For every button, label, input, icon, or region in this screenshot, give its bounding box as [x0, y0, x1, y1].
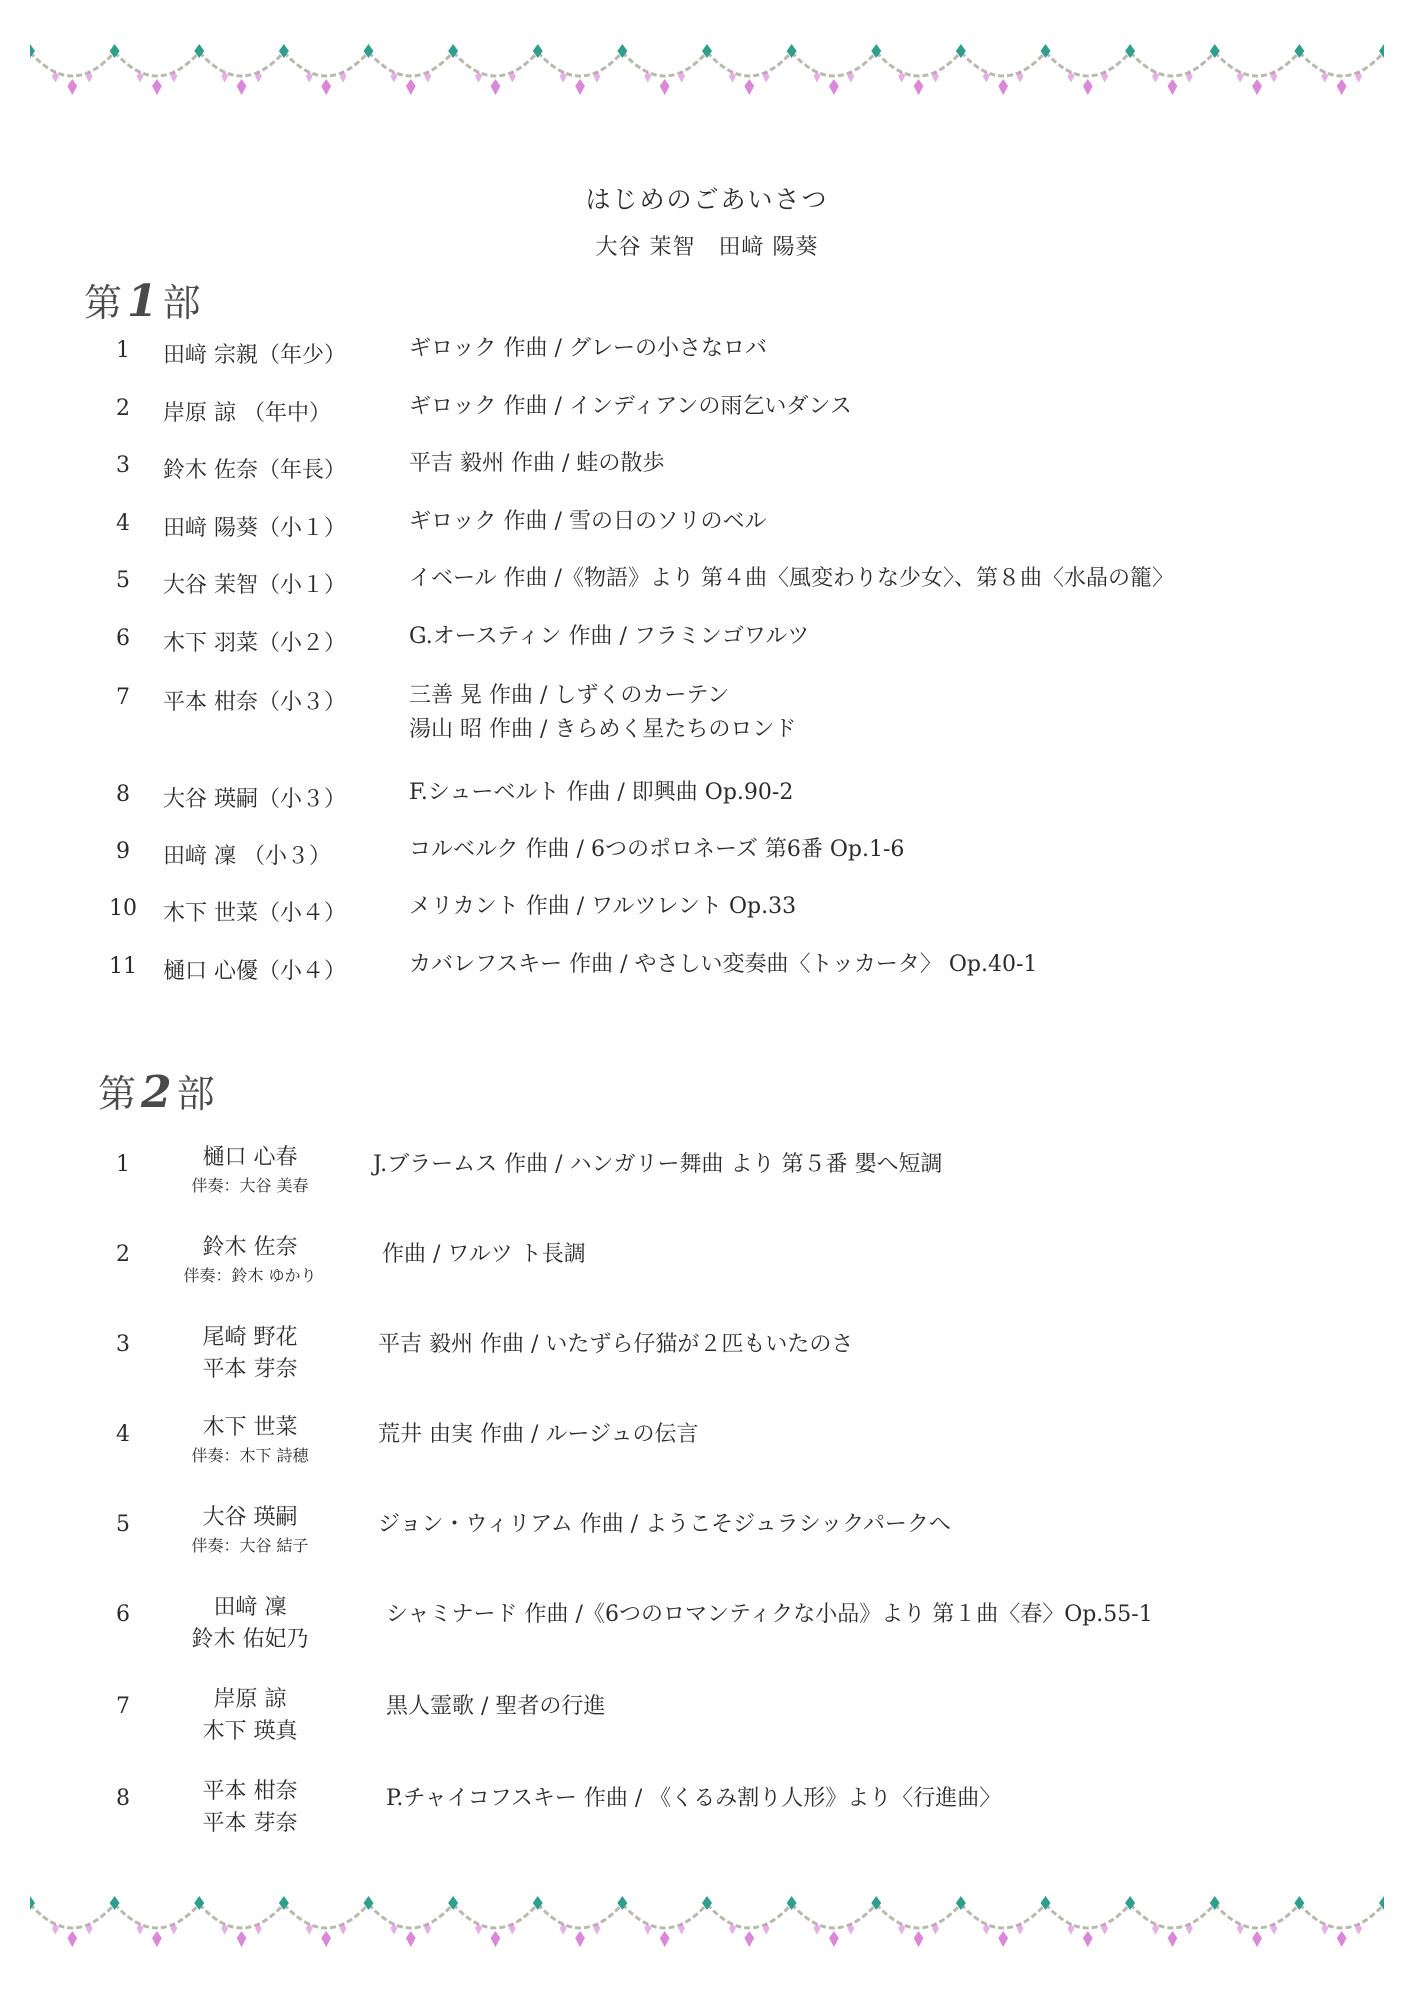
performer-name: 平本 芽奈: [202, 1811, 298, 1836]
piece-title: ギロック 作曲 / インディアンの雨乞いダンス: [409, 394, 852, 419]
performer-name: 平本 芽奈: [202, 1357, 298, 1382]
program-number: 2: [116, 396, 130, 421]
piece-info: [409, 833, 904, 867]
performer-name: 樋口 心優（小４）: [163, 959, 346, 984]
performer-block: [140, 1776, 360, 1840]
piece-title: ギロック 作曲 / グレーの小さなロバ: [409, 336, 767, 361]
performer-name: 大谷 瑛嗣: [202, 1505, 298, 1530]
program-number: 4: [116, 511, 130, 536]
program-number: 11: [109, 954, 137, 979]
performer-name: 田﨑 宗親（年少）: [163, 343, 346, 368]
part1-heading-post: 部: [162, 281, 202, 325]
performer-block: [140, 1684, 360, 1748]
opening-title: はじめのごあいさつ: [585, 185, 829, 214]
piece-title: F.シューベルト 作曲 / 即興曲 Op.90-2: [409, 780, 794, 805]
program-number: 7: [116, 1694, 130, 1719]
piece-info: [409, 505, 767, 539]
piece-title: 三善 晃 作曲 / しずくのカーテン: [409, 683, 730, 708]
jewel-garland-icon: [30, 38, 1384, 118]
program-number: 7: [116, 685, 130, 710]
performer-name: 尾崎 野花: [202, 1325, 298, 1350]
piece-info: [409, 890, 796, 924]
performer-name: 岸原 諒: [213, 1687, 287, 1712]
piece-title: ジョン・ウィリアム 作曲 / ようこそジュラシックパークへ: [378, 1512, 951, 1537]
piece-title: 湯山 昭 作曲 / きらめく星たちのロンド: [409, 717, 797, 742]
program-number: 3: [116, 453, 130, 478]
performer-name: 木下 瑛真: [202, 1719, 298, 1744]
performer-block: [140, 1322, 360, 1386]
performer-name: 木下 世菜: [202, 1415, 298, 1440]
piece-info: [409, 679, 796, 747]
part1-heading-pre: 第: [84, 281, 124, 325]
performer-name: 田﨑 凜: [213, 1595, 287, 1620]
program-number: 1: [116, 338, 130, 363]
performer-name: 岸原 諒 （年中）: [163, 401, 331, 426]
performer-name: 鈴木 佐奈（年長）: [163, 458, 346, 483]
performer-block: [140, 1232, 360, 1288]
performer-name: 鈴木 佑妃乃: [191, 1627, 309, 1652]
program-number: 1: [116, 1152, 130, 1177]
piece-title: メリカント 作曲 / ワルツレント Op.33: [409, 894, 797, 919]
part2-heading-post: 部: [176, 1072, 216, 1116]
performer-name: 田﨑 陽葵（小１）: [163, 516, 346, 541]
performer-name: 木下 羽菜（小２）: [163, 631, 346, 656]
part2-heading: [98, 1063, 216, 1118]
part2-heading-pre: 第: [98, 1072, 138, 1116]
performer-name: 平本 柑奈: [202, 1779, 298, 1804]
program-number: 4: [116, 1422, 130, 1447]
performer-name: 大谷 瑛嗣（小３）: [163, 787, 346, 812]
performer-name: 樋口 心春: [202, 1145, 298, 1170]
program-number: 5: [116, 568, 130, 593]
performer-name: 鈴木 佐奈: [202, 1235, 298, 1260]
program-number: 2: [116, 1242, 130, 1267]
performer-block: [140, 1502, 360, 1558]
opening-hosts: 大谷 茉智 田﨑 陽葵: [595, 235, 819, 260]
performer-name: 大谷 茉智（小１）: [163, 573, 346, 598]
part2-heading-number: 2: [141, 1067, 173, 1118]
program-number: 6: [116, 626, 130, 651]
piece-title: P.チャイコフスキー 作曲 / 《くるみ割り人形》より〈行進曲〉: [386, 1786, 1002, 1811]
piece-title: ギロック 作曲 / 雪の日のソリのベル: [409, 509, 767, 534]
accompanist-name: 伴奏：大谷 美春: [191, 1176, 309, 1195]
performer-name: 木下 世菜（小４）: [163, 901, 346, 926]
program-number: 9: [116, 839, 130, 864]
piece-title: カバレフスキー 作曲 / やさしい変奏曲〈トッカータ〉 Op.40-1: [409, 952, 1038, 977]
performer-block: [140, 1592, 360, 1656]
program-number: 6: [116, 1602, 130, 1627]
piece-title: イベール 作曲 /《物語》より 第４曲〈風変わりな少女〉、第８曲〈水晶の籠〉: [409, 566, 1174, 591]
piece-title: 作曲 / ワルツ ト長調: [382, 1242, 586, 1267]
piece-title: 黒人霊歌 / 聖者の行進: [386, 1694, 606, 1719]
program-number: 3: [116, 1332, 130, 1357]
piece-info: [409, 562, 1174, 596]
accompanist-name: 伴奏：鈴木 ゆかり: [183, 1266, 317, 1285]
piece-title: 平吉 毅州 作曲 / 蛙の散歩: [409, 451, 665, 476]
performer-name: 平本 柑奈（小３）: [163, 690, 346, 715]
piece-title: コルベルク 作曲 / 6つのポロネーズ 第6番 Op.1-6: [409, 837, 905, 862]
performer-name: 田﨑 凜 （小３）: [163, 844, 331, 869]
part1-heading-number: 1: [127, 276, 159, 327]
program-number: 10: [109, 896, 137, 921]
piece-title: G.オースティン 作曲 / フラミンゴワルツ: [409, 624, 810, 649]
program-number: 5: [116, 1512, 130, 1537]
accompanist-name: 伴奏：大谷 結子: [191, 1536, 309, 1555]
part1-heading: [84, 272, 202, 327]
performer-block: [140, 1412, 360, 1468]
piece-info: [409, 776, 793, 810]
opening-remarks: [0, 180, 1414, 261]
program-number: 8: [116, 1786, 130, 1811]
piece-info: [409, 447, 664, 481]
piece-info: [409, 620, 809, 654]
piece-title: J.ブラームス 作曲 / ハンガリー舞曲 より 第５番 嬰へ短調: [373, 1152, 943, 1177]
jewel-garland-icon: [30, 1890, 1384, 1970]
program-number: 8: [116, 782, 130, 807]
piece-info: [409, 948, 1037, 982]
piece-info: [409, 390, 852, 424]
piece-title: 平吉 毅州 作曲 / いたずら仔猫が２匹もいたのさ: [378, 1332, 854, 1357]
piece-title: シャミナード 作曲 /《6つのロマンティクな小品》より 第１曲〈春〉Op.55-1: [386, 1602, 1153, 1627]
accompanist-name: 伴奏：木下 詩穂: [191, 1446, 309, 1465]
piece-title: 荒井 由実 作曲 / ルージュの伝言: [378, 1422, 699, 1447]
performer-block: [140, 1142, 360, 1198]
piece-info: [409, 332, 767, 366]
